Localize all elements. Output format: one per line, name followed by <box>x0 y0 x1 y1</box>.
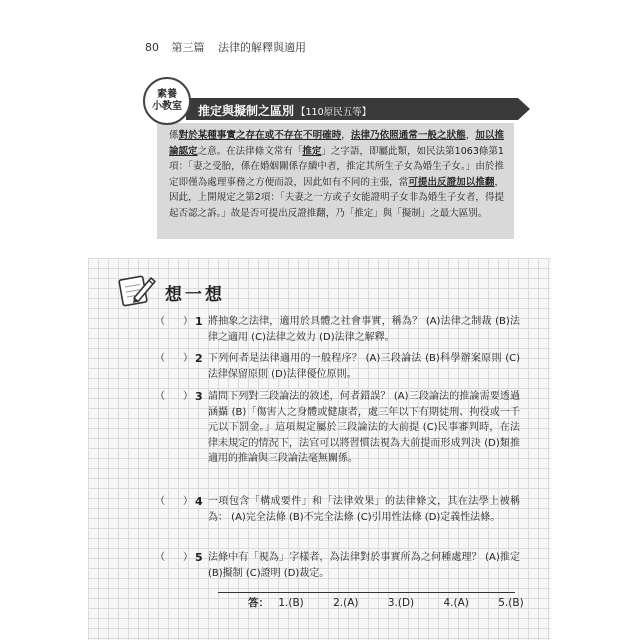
badge-line-1: 素養 <box>157 89 177 100</box>
body-text: ， <box>341 130 351 141</box>
classroom-title <box>198 102 371 119</box>
answer-item: 2.(A) <box>333 597 359 609</box>
answer-key <box>248 595 524 610</box>
section-title: 想一想 <box>165 285 225 305</box>
question-number: 2 <box>195 352 203 365</box>
body-emphasis: 可提出反證加以推翻 <box>408 176 495 188</box>
question-text: 一項包含「構成要件」和「法律效果」的法律條文，其在法學上被稱為： (A)完全法條 (B)不完全法條 (C)引用性法條 (D)定義性法條。 <box>208 496 520 523</box>
exam-tag: 【110原民五等】 <box>296 107 372 118</box>
question-text: 將抽象之法律，適用於具體之社會事實，稱為？ (A)法律之制裁 (B)法律之適用 (C)法律之效力 (D)法律之解釋。 <box>208 316 520 343</box>
paren-left: （ <box>155 353 165 364</box>
paren-right: ） <box>183 391 193 402</box>
paren-right: ） <box>183 496 193 507</box>
classroom-title-text: 推定與擬制之區別 <box>198 104 295 118</box>
paren-right: ） <box>183 316 193 327</box>
part-label: 第三篇 <box>171 41 205 54</box>
question-number: 4 <box>195 495 203 508</box>
paren-left: （ <box>155 496 165 507</box>
chapter-title: 法律的解釋與適用 <box>218 41 306 54</box>
answer-item: 5.(B) <box>498 597 524 609</box>
answer-item: 4.(A) <box>443 597 469 609</box>
badge-line-2: 小教室 <box>152 101 182 112</box>
body-text: 」之字語，即屬此類，如民法第1063條第1項：「妻之受胎，係在婚姻關係存續中者，推定其所生子女為婚生子女。」由於推定即僅為處理事務之方便而設，因此如有不同的主張，當 <box>169 145 504 188</box>
paren-left: （ <box>155 552 165 563</box>
body-emphasis: 對於某種事實之存在或不存在不明確時 <box>178 130 342 141</box>
answer-item: 3.(D) <box>387 597 415 609</box>
paren-right: ） <box>183 353 193 364</box>
body-text: ， <box>465 130 476 141</box>
answer-divider <box>218 592 515 593</box>
question-number: 5 <box>195 551 203 564</box>
question-number: 3 <box>195 390 203 403</box>
paren-left: （ <box>155 391 165 402</box>
page-number: 80 <box>145 41 159 54</box>
body-text: ，因此，上開規定之第2項：「夫妻之一方或子女能證明子女非為婚生子女者，得提起否認之訴。」故是否可提出反證推翻，乃「推定」與「擬制」之最大區別。 <box>169 176 504 219</box>
paren-right: ） <box>183 552 193 563</box>
classroom-body <box>157 123 514 239</box>
question-text: 請問下列對三段論法的敘述，何者錯誤？ (A)三段論法的推論需要透過涵攝 (B)「傷害人之身體或健康者，處三年以下有期徒刑、拘役或一千元以下罰金。」這項規定屬於三段論法的大前提 (C)民事審判時，在法律未規定的情況下，法官可以將習慣法視為大前提而形成判決 (D)類推適用的推論與三段論法毫無關係。 <box>208 391 520 464</box>
body-text: 係 <box>169 130 179 141</box>
body-emphasis: 推定 <box>302 145 322 157</box>
body-emphasis: 加以推論認定 <box>169 130 504 157</box>
paren-left: （ <box>155 316 165 327</box>
banner-arrow-tip <box>518 98 530 120</box>
answer-item: 1.(B) <box>278 597 304 609</box>
body-emphasis: 法律乃依照通常一般之狀態 <box>350 130 466 141</box>
classroom-badge <box>143 77 191 125</box>
question-text: 下列何者是法律適用的一般程序？ (A)三段論法 (B)科學辦案原則 (C)法律保留原則 (D)法律優位原則。 <box>208 353 520 380</box>
question-number: 1 <box>195 315 203 328</box>
answer-label: 答： <box>248 597 269 609</box>
body-text: 之意。在法律條文常有「 <box>197 145 303 157</box>
page-header <box>145 39 306 55</box>
question-text: 法條中有「視為」字樣者，為法律對於事實所為之何種處理？ (A)推定 (B)擬制 (C)證明 (D)裁定。 <box>208 552 520 579</box>
pencil-note-icon <box>118 272 158 308</box>
